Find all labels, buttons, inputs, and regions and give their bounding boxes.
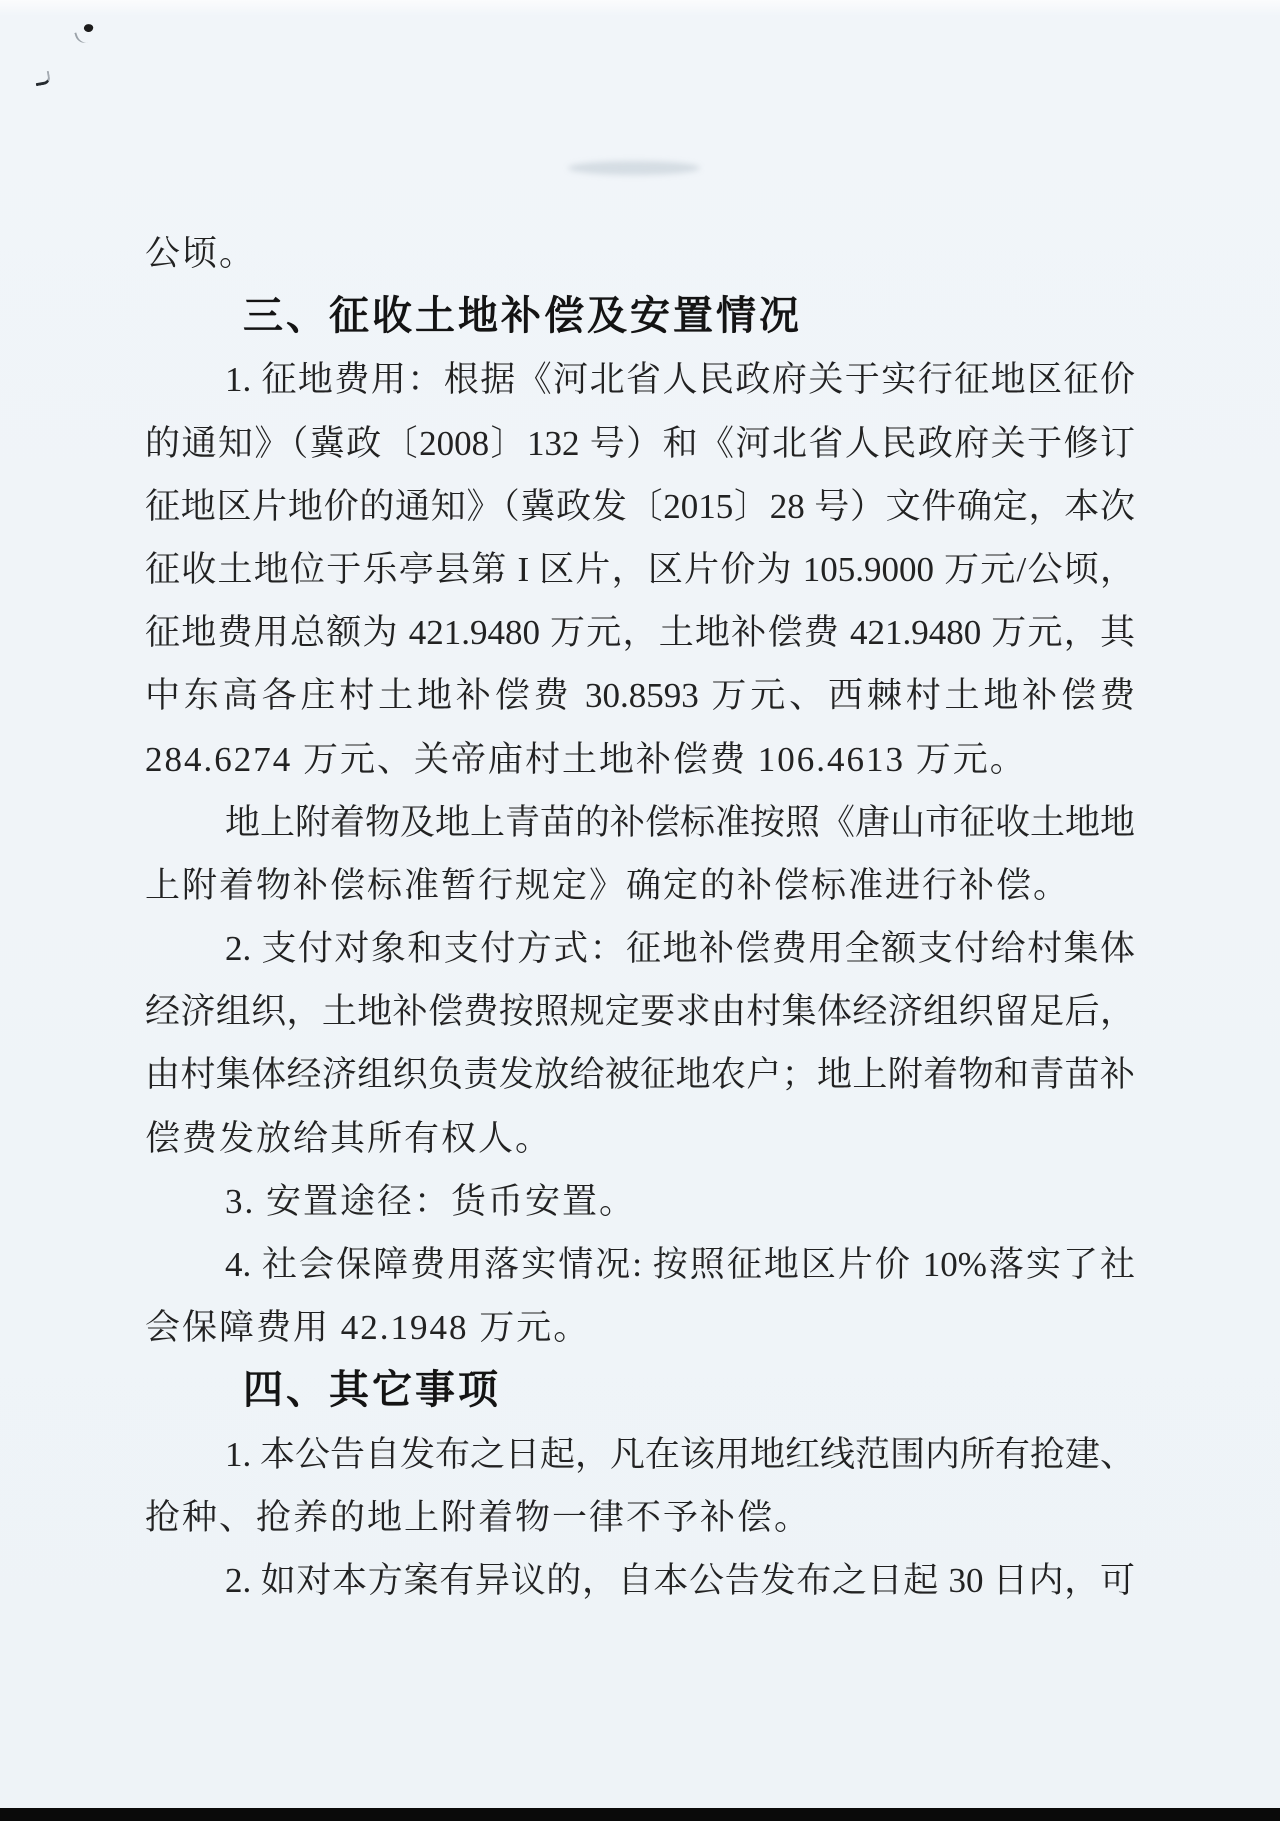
document-line: 2. 如对本方案有异议的，自本公告发布之日起 30 日内，可 <box>225 1560 1135 1600</box>
document-line: 4. 社会保障费用落实情况: 按照征地区片价 10%落实了社 <box>225 1245 1135 1284</box>
document-line: 284.6274 万元、关帝庙村土地补偿费 106.4613 万元。 <box>145 739 1027 779</box>
document-line: 征地费用总额为 421.9480 万元，土地补偿费 421.9480 万元，其 <box>145 613 1135 653</box>
scan-smudge <box>568 161 700 175</box>
ink-speck <box>34 71 51 86</box>
document-line: 1. 征地费用：根据《河北省人民政府关于实行征地区征价 <box>225 360 1135 400</box>
document-line: 抢种、抢养的地上附着物一律不予补偿。 <box>145 1497 812 1537</box>
document-line: 征地区片地价的通知》（冀政发〔2015〕28 号）文件确定，本次 <box>145 486 1135 526</box>
document-line: 1. 本公告自发布之日起，凡在该用地红线范围内所有抢建、 <box>225 1434 1135 1474</box>
document-line: 2. 支付对象和支付方式：征地补偿费用全额支付给村集体 <box>225 929 1135 969</box>
document-line: 3. 安置途径：货币安置。 <box>225 1181 637 1221</box>
document-line: 由村集体经济组织负责发放给被征地农户；地上附着物和青苗补 <box>145 1055 1135 1095</box>
ink-speck-tail <box>74 30 88 46</box>
document-line: 上附着物补偿标准暂行规定》确定的补偿标准进行补偿。 <box>145 865 1071 905</box>
document-line: 征收土地位于乐亭县第 I 区片，区片价为 105.9000 万元/公顷， <box>145 549 1135 589</box>
document-line: 三、征收土地补偿及安置情况 <box>243 294 802 339</box>
scanner-edge-bar <box>0 1808 1280 1821</box>
document-line: 公顷。 <box>145 234 257 273</box>
document-line: 偿费发放给其所有权人。 <box>145 1118 553 1158</box>
document-line: 中东高各庄村土地补偿费 30.8593 万元、西棘村土地补偿费 <box>145 676 1135 716</box>
document-line: 的通知》（冀政〔2008〕132 号）和《河北省人民政府关于修订 <box>145 423 1135 463</box>
document-text-block <box>145 222 1135 1612</box>
document-line: 经济组织，土地补偿费按照规定要求由村集体经济组织留足后， <box>145 992 1135 1032</box>
document-line: 地上附着物及地上青苗的补偿标准按照《唐山市征收土地地 <box>225 802 1135 842</box>
document-line: 四、其它事项 <box>243 1368 501 1413</box>
document-line: 会保障费用 42.1948 万元。 <box>145 1308 591 1348</box>
